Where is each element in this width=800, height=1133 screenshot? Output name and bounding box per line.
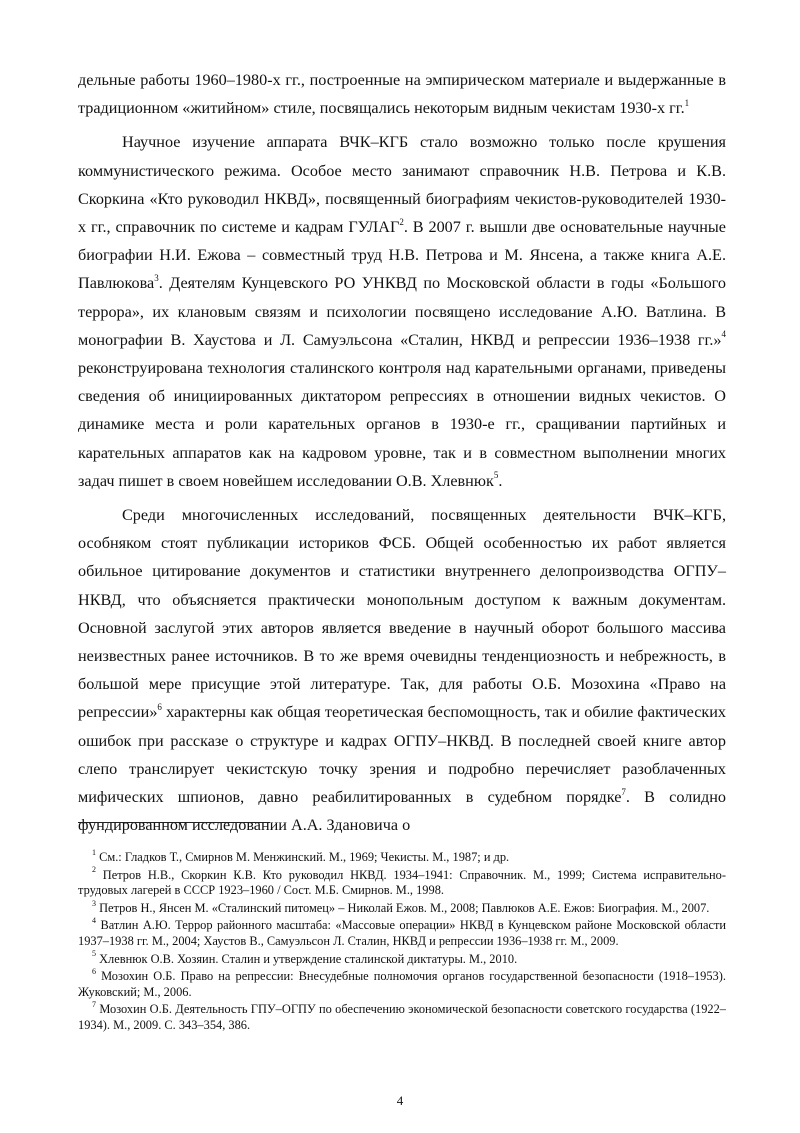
footnote-number: 7 <box>92 1000 96 1010</box>
footnote-ref-7: 7 <box>621 786 626 797</box>
footnote-separator <box>78 822 270 823</box>
footnote-3 <box>78 898 726 917</box>
footnote-text: Петров Н., Янсен М. «Сталинский питомец» – Николай Ежов. М., 2008; Павлюков А.Е. Ежов: Биография. М., 2007. <box>99 900 710 915</box>
footnote-2 <box>78 865 726 899</box>
footnote-number: 4 <box>92 916 96 926</box>
footnote-number: 6 <box>92 967 96 977</box>
footnote-ref-1: 1 <box>684 97 690 108</box>
footnote-ref-6: 6 <box>157 702 162 713</box>
footnote-5 <box>78 949 726 968</box>
paragraph-text: . В солидно фундированном исследовании А.А. Здановича о <box>78 788 726 835</box>
paragraph-text: Среди многочисленных исследований, посвященных деятельности ВЧК–КГБ, особняком стоят публикации историков ФСБ. Общей особенностью их работ является обильное цитирование документов и статистики внутреннего делопроизводства ОГПУ–НКВД, что объясняется практически монопольным доступом к важным документам. Основной заслугой этих авторов является введение в научный оборот большого массива неизвестных ранее источников. В то же время очевидны тенденциозность и небрежность, в большой мере присущие этой литературе. Так, для работы О.Б. Мозохина «Право на репрессии» <box>78 506 726 722</box>
main-text <box>78 66 726 845</box>
footnote-6 <box>78 969 726 1000</box>
paragraph-3 <box>78 501 726 839</box>
footnote-ref-4: 4 <box>721 329 726 340</box>
footnote-number: 5 <box>92 949 96 959</box>
paragraph-text: . Деятелям Кунцевского РО УНКВД по Московской области в годы «Большого террора», их клановым связям и психологии посвящено исследование А.Ю. Ватлина. В монографии В. Хаустова и Л. Самуэльсона «Сталин, НКВД и репрессии 1936–1938 гг.» <box>78 274 726 349</box>
paragraph-text: Научное изучение аппарата ВЧК–КГБ стало возможно только после крушения коммунистического режима. Особое место занимают справочник Н.В. Петрова и К.В. Скоркина «Кто руководил НКВД», посвященный биографиям чекистов-руководителей 1930-х гг., справочник по системе и кадрам ГУЛАГ <box>78 133 726 237</box>
paragraph-text: реконструирована технология сталинского контроля над карательными органами, приведены сведения об инициированных диктатором репрессиях в отношении видных чекистов. О динамике места и роли карательных органов в 1930-е гг., сращивании партийных и карательных аппаратов как на кадровом уровне, так и в совместном выполнении многих задач пишет в своем новейшем исследовании О.В. Хлевнюк <box>78 359 726 490</box>
footnote-number: 1 <box>92 847 96 857</box>
paragraph-2 <box>78 128 726 495</box>
page-number: 4 <box>396 1093 404 1108</box>
footnote-text: Мозохин О.Б. Право на репрессии: Внесудебные полномочия органов государственной безопасности (1918–1953). Жуковский; М., 2006. <box>78 969 726 999</box>
footnote-ref-2: 2 <box>399 216 404 227</box>
paragraph-text: . В 2007 г. вышли две основательные научные биографии Н.И. Ежова – совместный труд Н.В. Петрова и М. Янсена, а также книга А.Е. Павлюкова <box>78 218 726 293</box>
paragraph-text: характерны как общая теоретическая беспомощность, так и обилие фактических ошибок при рассказе о структуре и кадрах ОГПУ–НКВД. В последней своей книге автор слепо транслирует чекистскую точку зрения и подробно перечисляет разоблаченных мифических шпионов, давно реабилитированных в судебном порядке <box>78 703 726 807</box>
paragraph-1 <box>78 66 726 122</box>
footnote-ref-5: 5 <box>493 470 499 481</box>
footnotes <box>78 847 727 1036</box>
footnote-text: Петров Н.В., Скоркин К.В. Кто руководил НКВД. 1934–1941: Справочник. М., 1999; Система исправительно-трудовых лагерей в СССР 1923–1960 / Сост. М.Б. Смирнов. М., 1998. <box>78 867 726 898</box>
paragraph-text: . <box>498 471 503 490</box>
footnote-7 <box>78 1002 726 1033</box>
footnote-number: 3 <box>92 898 96 908</box>
footnote-text: См.: Гладков Т., Смирнов М. Менжинский. М., 1969; Чекисты. М., 1987; и др. <box>99 850 510 864</box>
footnote-text: Мозохин О.Б. Деятельность ГПУ–ОГПУ по обеспечению экономической безопасности советского государства (1922–1934). М., 2009. С. 343–354, 386. <box>78 1002 727 1032</box>
footnote-text: Ватлин А.Ю. Террор районного масштаба: «Массовые операции» НКВД в Кунцевском районе Московской области 1937–1938 гг. М., 2004; Хаустов В., Самуэльсон Л. Сталин, НКВД и репрессии 1936–1938 гг. М., 2009. <box>78 918 726 948</box>
footnote-1 <box>78 847 726 866</box>
footnote-number: 2 <box>92 865 96 875</box>
footnote-ref-3: 3 <box>154 273 159 284</box>
footnote-text: Хлевнюк О.В. Хозяин. Сталин и утверждение сталинской диктатуры. М., 2010. <box>99 951 518 966</box>
paragraph-text: дельные работы 1960–1980-х гг., построенные на эмпирическом материале и выдержанные в традиционном «житийном» стиле, посвящались некоторым видным чекистам 1930-х гг. <box>78 71 726 118</box>
footnote-4 <box>78 918 726 949</box>
